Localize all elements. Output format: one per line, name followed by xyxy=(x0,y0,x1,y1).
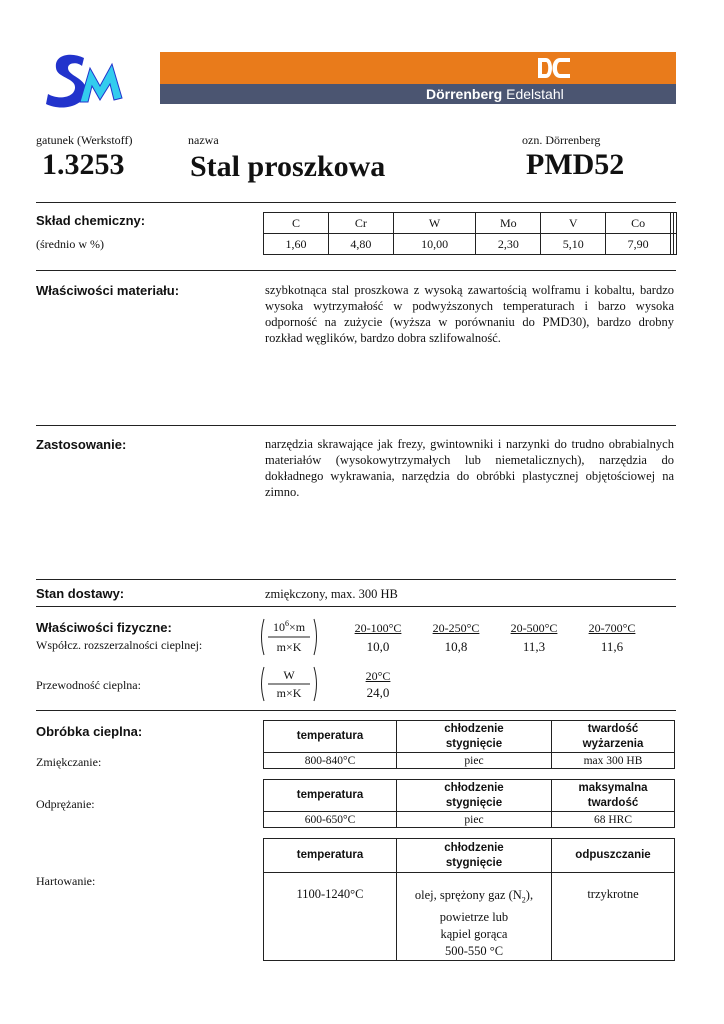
softening-header-row xyxy=(264,721,675,753)
softening-table xyxy=(263,720,675,769)
element-cell: Cr xyxy=(328,213,393,234)
application-title: Zastosowanie: xyxy=(36,437,127,452)
expansion-value: 10,0 xyxy=(366,639,390,654)
divider xyxy=(36,579,676,580)
header-cell: twardość wyżarzenia xyxy=(552,721,675,753)
divider xyxy=(36,270,676,271)
header-cell: maksymalna twardość xyxy=(552,780,675,812)
value-cell: 1,60 xyxy=(264,234,329,255)
cooling-subscript: 2 xyxy=(521,895,526,905)
value-cell: 2,30 xyxy=(476,234,541,255)
cooling-text: kąpiel gorąca xyxy=(440,926,508,941)
conductivity-unit-bottom: m×K xyxy=(276,686,302,700)
chemistry-table xyxy=(263,212,677,255)
header-cell: chłodzenie stygnięcie xyxy=(397,839,552,873)
company-logo xyxy=(42,50,132,110)
chemistry-elements-row xyxy=(264,213,677,234)
conductivity-temp: 20°C xyxy=(365,669,391,683)
header-cell: chłodzenie stygnięcie xyxy=(397,721,552,753)
grade-label: gatunek (Werkstoff) xyxy=(36,133,133,147)
chemistry-title: Skład chemiczny: xyxy=(36,213,146,228)
value-cell: 10,00 xyxy=(393,234,476,255)
properties-title: Właściwości materiału: xyxy=(36,283,180,298)
brand-orange-bar xyxy=(160,52,676,84)
sm-logo-icon xyxy=(42,50,132,110)
cooling-text: 500-550 °C xyxy=(444,943,504,958)
unit-exponent: 6 xyxy=(284,619,289,628)
range-label: 20-700°C xyxy=(588,621,636,635)
divider xyxy=(36,606,676,607)
value-cell: 600-650°C xyxy=(264,812,397,828)
value-cell: 7,90 xyxy=(606,234,671,255)
divider xyxy=(36,710,676,711)
header-cell: temperatura xyxy=(264,780,397,812)
physical-title: Właściwości fizyczne: xyxy=(36,620,172,635)
brand-name xyxy=(426,84,564,104)
range-label: 20-500°C xyxy=(510,621,558,635)
application-text: narzędzia skrawające jak frezy, gwintowniki i narzynki do trudno obrabialnych materiałów (wysokowytrzymałych lub niemetalicznych), narzędzia do dokładnego wykrawania, narzędzia do obróbki plastycznej objętościowej na zimno. xyxy=(265,437,674,499)
range-label: 20-100°C xyxy=(354,621,402,635)
expansion-unit xyxy=(258,617,320,657)
softening-values-row xyxy=(264,753,675,769)
header-cell: temperatura xyxy=(264,721,397,753)
brand-slate-bar xyxy=(160,84,676,104)
range-label: 20-250°C xyxy=(432,621,480,635)
conductivity-label: Przewodność cieplna: xyxy=(36,678,141,692)
doerrenberg-code: PMD52 xyxy=(526,148,625,181)
unit-post: ×m xyxy=(288,620,306,634)
conductivity-unit-top: W xyxy=(283,668,295,682)
material-name: Stal proszkowa xyxy=(190,150,386,183)
value-cell: trzykrotne xyxy=(552,873,675,961)
properties-text: szybkotnąca stal proszkowa z wysoką zawartością wolframu i kobaltu, bardzo wysoka wytrzymałość w podwyższonych temperaturach i barzo wysoka odporność na zużycie (wyższa w porównaniu do PMD30), bardzo drobny rozkład węglików, bardzo dobra szlifowalność. xyxy=(265,283,674,345)
grade-number: 1.3253 xyxy=(42,148,125,181)
cooling-text: olej, sprężony gaz (N xyxy=(414,888,522,902)
cooling-cell xyxy=(397,873,552,961)
hardening-header-row xyxy=(264,839,675,873)
expansion-value: 11,3 xyxy=(522,639,546,654)
doerrenberg-mark-icon xyxy=(536,56,572,80)
hardening-table xyxy=(263,838,675,961)
stress-relief-header-row xyxy=(264,780,675,812)
stress-relief-table xyxy=(263,779,675,828)
element-cell: C xyxy=(264,213,329,234)
brand-name-suffix: Edelstahl xyxy=(506,86,564,102)
conductivity-unit xyxy=(258,665,320,703)
value-cell: piec xyxy=(397,812,552,828)
chemistry-values-row xyxy=(264,234,677,255)
heat-treatment-title: Obróbka cieplna: xyxy=(36,724,143,739)
expansion-value: 11,6 xyxy=(600,639,624,654)
code-label: ozn. Dörrenberg xyxy=(522,133,601,147)
value-cell: max 300 HB xyxy=(552,753,675,769)
element-cell: Mo xyxy=(476,213,541,234)
value-cell: 1100-1240°C xyxy=(264,873,397,961)
hardening-values-row xyxy=(264,873,675,961)
unit-base: 10 xyxy=(272,620,285,634)
divider xyxy=(36,202,676,203)
brand-name-bold: Dörrenberg xyxy=(426,86,503,102)
softening-label: Zmiękczanie: xyxy=(36,755,102,769)
cooling-text: ), xyxy=(525,888,534,902)
delivery-value: zmiękczony, max. 300 HB xyxy=(265,587,398,601)
value-cell xyxy=(673,234,676,255)
hardening-label: Hartowanie: xyxy=(36,874,96,888)
divider xyxy=(36,425,676,426)
stress-relief-label: Odprężanie: xyxy=(36,797,95,811)
header-cell: chłodzenie stygnięcie xyxy=(397,780,552,812)
element-cell: W xyxy=(393,213,476,234)
expansion-unit-bottom: m×K xyxy=(276,640,302,654)
value-cell: 800-840°C xyxy=(264,753,397,769)
value-cell: piec xyxy=(397,753,552,769)
element-cell: V xyxy=(541,213,606,234)
value-cell: 5,10 xyxy=(541,234,606,255)
expansion-value: 10,8 xyxy=(444,639,468,654)
expansion-label: Współcz. rozszerzalności cieplnej: xyxy=(36,638,203,652)
header-cell: odpuszczanie xyxy=(552,839,675,873)
stress-relief-values-row xyxy=(264,812,675,828)
header-cell: temperatura xyxy=(264,839,397,873)
cooling-text: powietrze lub xyxy=(439,909,509,924)
element-cell xyxy=(673,213,676,234)
value-cell: 68 HRC xyxy=(552,812,675,828)
element-cell: Co xyxy=(606,213,671,234)
expansion-unit-top xyxy=(258,619,320,635)
name-label: nazwa xyxy=(188,133,219,147)
delivery-title: Stan dostawy: xyxy=(36,586,125,601)
conductivity-value: 24,0 xyxy=(366,685,390,700)
chemistry-subtitle: (średnio w %) xyxy=(36,237,104,251)
value-cell: 4,80 xyxy=(328,234,393,255)
